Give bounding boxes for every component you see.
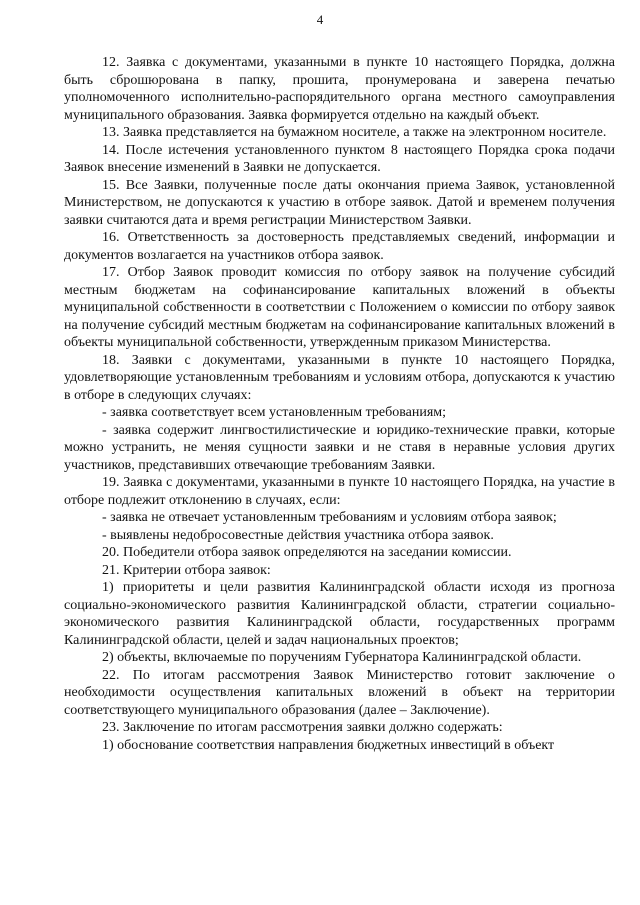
list-item-18-1: - заявка соответствует всем установленным требованиям; — [102, 405, 447, 420]
list-item-18-2: - заявка содержит лингвостилистические и юридико-технические правки, которые можно устранить, не меняя сущности заявки и не ставя в неравные условия других участников, представивших отвечающие требованиям Заявки. — [64, 422, 615, 473]
paragraph-23: 23. Заключение по итогам рассмотрения заявки должно содержать: — [102, 720, 503, 735]
paragraph-17: 17. Отбор Заявок проводит комиссия по отбору заявок на получение субсидий местным бюджетам на софинансирование капитальных вложений в объекты муниципальной собственности в соответствии с Положением о комиссии по отбору заявок на получение субсидий местным бюджетам на софинансирование капитальных вложений в объекты муниципальной собственности, утвержденным приказом Министерства. — [64, 265, 615, 350]
list-item-23-1: 1) обоснование соответствия направления бюджетных инвестиций в объект — [102, 737, 555, 753]
paragraph-13: 13. Заявка представляется на бумажном носителе, а также на электронном носителе. — [102, 125, 607, 140]
list-item-21-1: 1) приоритеты и цели развития Калининградской области исходя из прогноза социально-экономического развития Калининградской области, стратегии социально-экономического развития Калининградской области, государственных программ Калининградской области, целей и задач национальных проектов; — [64, 580, 615, 648]
paragraph-12: 12. Заявка с документами, указанными в пункте 10 настоящего Порядка, должна быть сброшюрована в папку, прошита, пронумерована и заверена печатью уполномоченного исполнительно-распорядительного органа местного самоуправления муниципального образования. Заявка формируется отдельно на каждый объект. — [64, 55, 615, 123]
page-number: 4 — [316, 12, 324, 27]
list-item-21-2: 2) объекты, включаемые по поручениям Губернатора Калининградской области. — [102, 650, 582, 665]
paragraph-15: 15. Все Заявки, полученные после даты окончания приема Заявок, установленной Министерством, не допускаются к участию в отборе заявок. Датой и временем получения заявки считаются дата и время регистрации Министерством Заявки. — [64, 177, 615, 228]
list-item-19-1: - заявка не отвечает установленным требованиям и условиям отбора заявок; — [102, 510, 557, 525]
list-item-19-2: - выявлены недобросовестные действия участника отбора заявок. — [102, 527, 494, 543]
paragraph-20: 20. Победители отбора заявок определяются на заседании комиссии. — [102, 545, 512, 560]
paragraph-18: 18. Заявки с документами, указанными в пункте 10 настоящего Порядка, удовлетворяющие установленным требованиям и условиям отбора, допускаются к участию в отборе в следующих случаях: — [64, 352, 615, 403]
paragraph-21: 21. Критерии отбора заявок: — [102, 562, 271, 578]
paragraph-22: 22. По итогам рассмотрения Заявок Министерство готовит заключение о необходимости осуществления капитальных вложений в объект на территории соответствующего муниципального образования (далее – Заключение). — [64, 667, 615, 718]
paragraph-14: 14. После истечения установленного пунктом 8 настоящего Порядка срока подачи Заявок внесение изменений в Заявки не допускается. — [64, 142, 615, 175]
document-body — [64, 54, 615, 754]
paragraph-16: 16. Ответственность за достоверность представляемых сведений, информации и документов возлагается на участников отбора заявок. — [64, 230, 615, 263]
paragraph-19: 19. Заявка с документами, указанными в пункте 10 настоящего Порядка, на участие в отборе подлежит отклонению в случаях, если: — [64, 475, 615, 508]
